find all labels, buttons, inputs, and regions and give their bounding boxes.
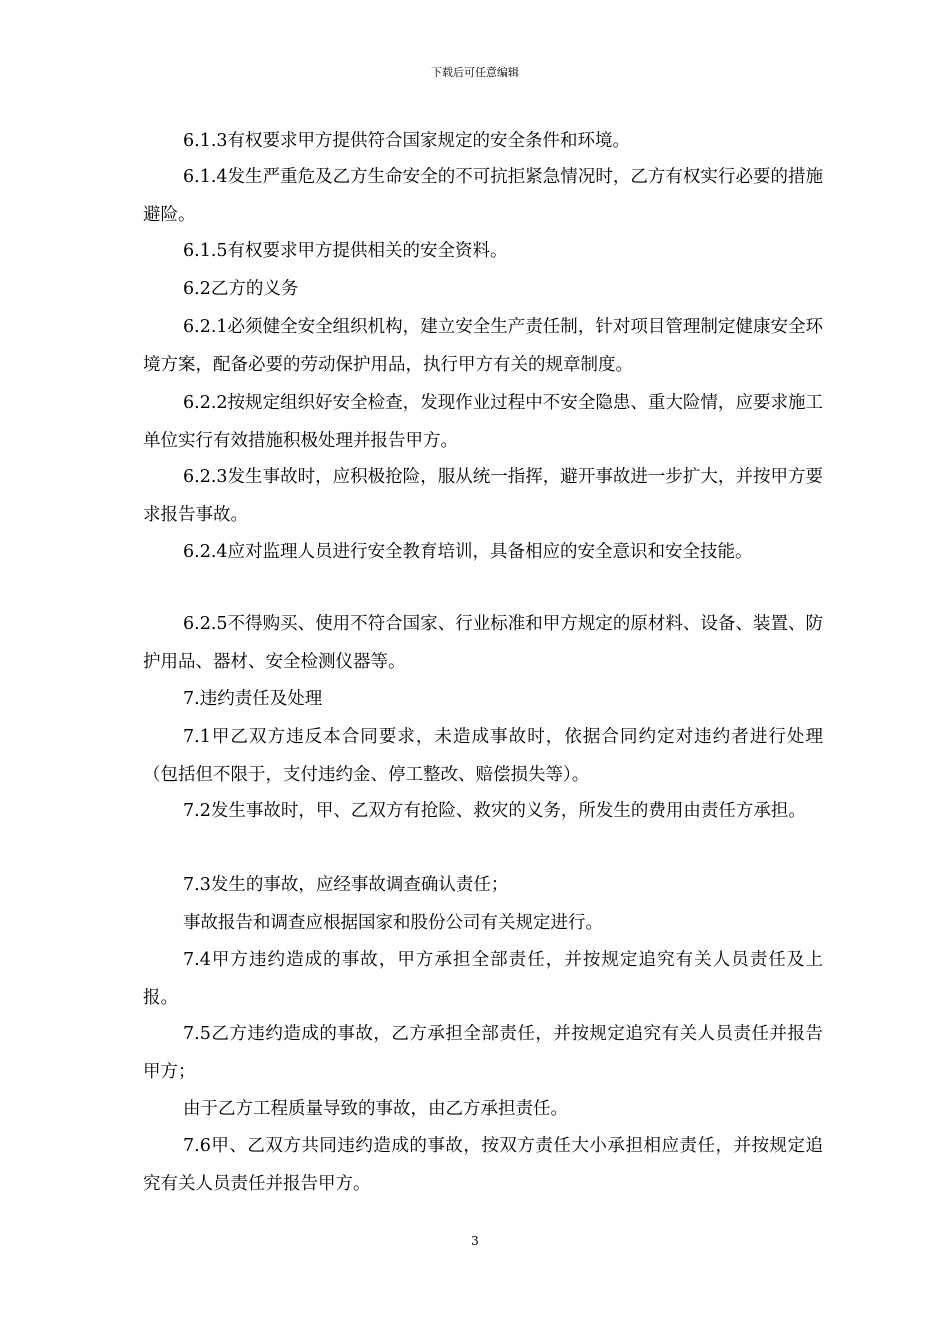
clause-7-3-note: 事故报告和调查应根据国家和股份公司有关规定进行。 bbox=[183, 913, 603, 933]
clause-6-1-4: 6.1.4发生严重危及乙方生命安全的不可抗拒紧急情况时，乙方有权实行必要的措施避险。 bbox=[143, 167, 823, 225]
clause-7-4: 7.4甲方违约造成的事故，甲方承担全部责任，并按规定追究有关人员责任及上报。 bbox=[143, 950, 823, 1008]
clause-7-1: 7.1甲乙双方违反本合同要求，未造成事故时，依据合同约定对违约者进行处理（包括但不限于，支付违约金、停工整改、赔偿损失等）。 bbox=[143, 727, 823, 785]
clause-6-2-4: 6.2.4应对监理人员进行安全教育培训，具备相应的安全意识和安全技能。 bbox=[183, 542, 753, 562]
page-number: 3 bbox=[471, 1234, 479, 1248]
clause-7-3: 7.3发生的事故，应经事故调查确认责任； bbox=[183, 875, 509, 895]
clause-7-5: 7.5乙方违约造成的事故，乙方承担全部责任，并按规定追究有关人员责任并报告甲方； bbox=[143, 1024, 823, 1082]
page-header: 下载后可任意编辑 bbox=[431, 66, 519, 79]
section-6-2-heading: 6.2乙方的义务 bbox=[183, 279, 299, 299]
clause-6-2-2: 6.2.2按规定组织好安全检查，发现作业过程中不安全隐患、重大险情，应要求施工单位实行有效措施积极处理并报告甲方。 bbox=[143, 393, 823, 451]
clause-6-1-3: 6.1.3有权要求甲方提供符合国家规定的安全条件和环境。 bbox=[183, 131, 631, 151]
clause-6-2-3: 6.2.3发生事故时，应积极抢险，服从统一指挥，避开事故进一步扩大，并按甲方要求报告事故。 bbox=[143, 467, 823, 525]
clause-6-2-5: 6.2.5不得购买、使用不符合国家、行业标准和甲方规定的原材料、设备、装置、防护用品、器材、安全检测仪器等。 bbox=[143, 614, 823, 672]
clause-7-2: 7.2发生事故时，甲、乙双方有抢险、救灾的义务，所发生的费用由责任方承担。 bbox=[183, 801, 806, 821]
clause-7-6: 7.6甲、乙双方共同违约造成的事故，按双方责任大小承担相应责任，并按规定追究有关人员责任并报告甲方。 bbox=[143, 1136, 823, 1194]
clause-6-1-5: 6.1.5有权要求甲方提供相关的安全资料。 bbox=[183, 241, 508, 261]
clause-7-5-note: 由于乙方工程质量导致的事故，由乙方承担责任。 bbox=[183, 1099, 568, 1119]
section-7-heading: 7.违约责任及处理 bbox=[183, 689, 323, 709]
clause-6-2-1: 6.2.1必须健全安全组织机构，建立安全生产责任制，针对项目管理制定健康安全环境方案，配备必要的劳动保护用品，执行甲方有关的规章制度。 bbox=[143, 317, 823, 375]
